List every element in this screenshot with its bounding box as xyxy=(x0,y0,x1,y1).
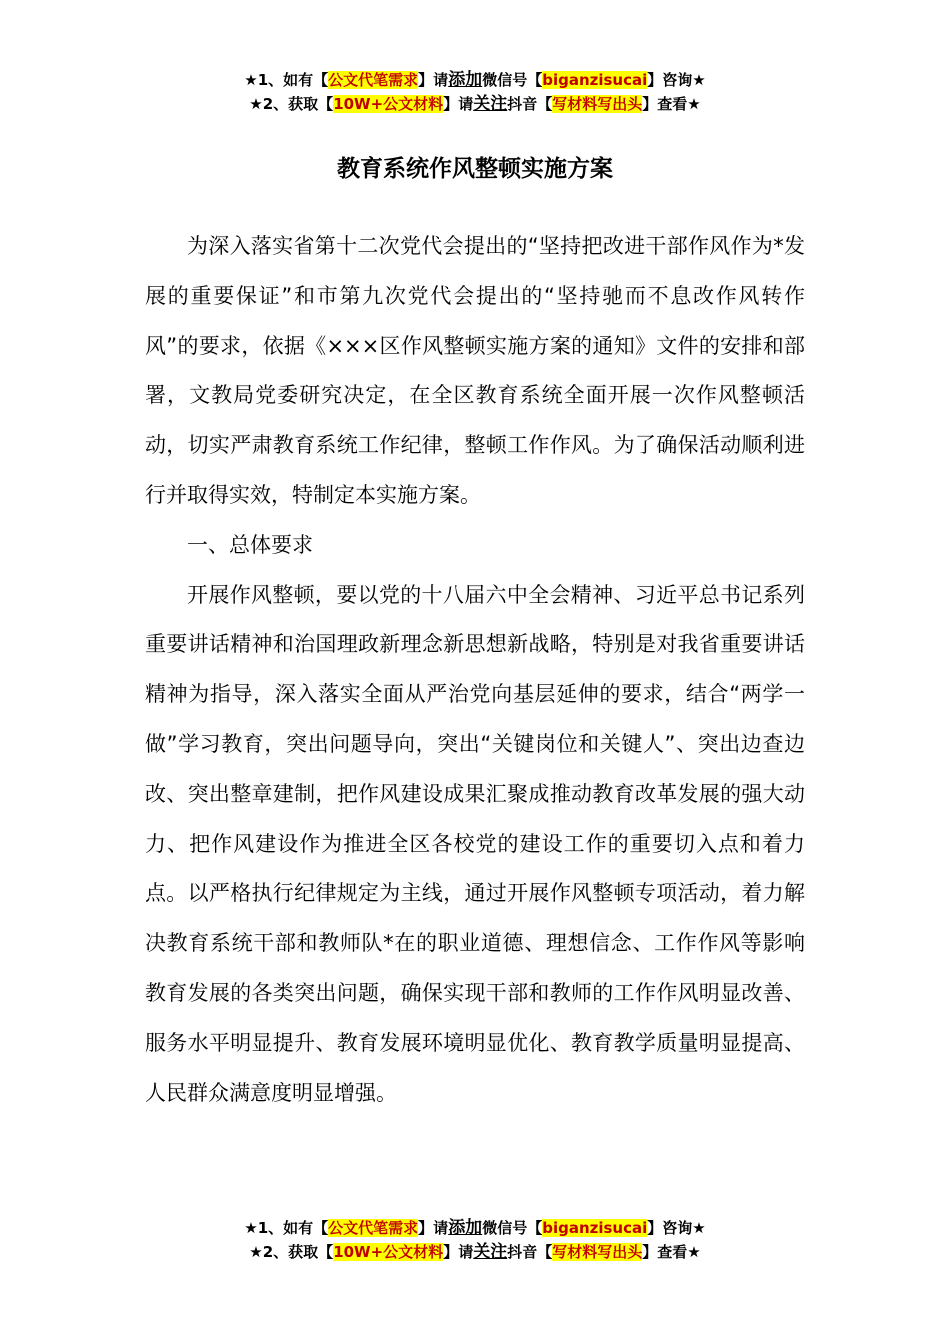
ad-underline: 添加 xyxy=(448,70,483,90)
header-ad-line-1 xyxy=(0,68,950,92)
ad-highlight: biganzisucai xyxy=(542,1219,648,1237)
ad-text: ★2、获取【 xyxy=(249,95,334,113)
ad-highlight: 写材料写出头 xyxy=(552,95,643,113)
ad-text: 】请 xyxy=(418,71,449,89)
footer-ad-line-1 xyxy=(0,1216,950,1240)
ad-highlight: 公文代笔需求 xyxy=(328,1219,419,1237)
paragraph-general-requirements: 开展作风整顿，要以党的十八届六中全会精神、习近平总书记系列重要讲话精神和治国理政新理念新思想新战略，特别是对我省重要讲话精神为指导，深入落实全面从严治党向基层延伸的要求，结合“两学一做”学习教育，突出问题导向，突出“关键岗位和关键人”、突出边查边改、突出整章建制，把作风建设成果汇聚成推动教育改革发展的强大动力、把作风建设作为推进全区各校党的建设工作的重要切入点和着力点。以严格执行纪律规定为主线，通过开展作风整顿专项活动，着力解决教育系统干部和教师队*在的职业道德、理想信念、工作作风等影响教育发展的各类突出问题，确保实现干部和教师的工作作风明显改善、服务水平明显提升、教育发展环境明显优化、教育教学质量明显提高、人民群众满意度明显增强。 xyxy=(145,582,805,1105)
ad-highlight: 10W+公文材料 xyxy=(333,1243,444,1261)
ad-text: 】请 xyxy=(418,1219,449,1237)
ad-text: ★1、如有【 xyxy=(244,1219,329,1237)
ad-text: 抖音【 xyxy=(507,1243,553,1261)
ad-text: ★1、如有【 xyxy=(244,71,329,89)
footer-ad-line-2 xyxy=(0,1240,950,1264)
ad-text: 】咨询★ xyxy=(647,71,706,89)
header-ad xyxy=(0,68,950,116)
ad-text: 微信号【 xyxy=(482,71,543,89)
header-ad-line-2 xyxy=(0,92,950,116)
ad-text: 】查看★ xyxy=(642,1243,701,1261)
ad-text: ★2、获取【 xyxy=(249,1243,334,1261)
ad-text: 】请 xyxy=(443,95,474,113)
ad-underline: 关注 xyxy=(473,1242,508,1262)
ad-highlight: 10W+公文材料 xyxy=(333,95,444,113)
section-heading: 一、总体要求 xyxy=(187,532,313,557)
document-body xyxy=(145,222,805,1118)
ad-text: 微信号【 xyxy=(482,1219,543,1237)
footer-ad xyxy=(0,1216,950,1264)
paragraph-intro: 为深入落实省第十二次党代会提出的“坚持把改进干部作风作为*发展的重要保证”和市第九次党代会提出的“坚持驰而不息改作风转作风”的要求，依据《×××区作风整顿实施方案的通知》文件的安排和部署，文教局党委研究决定，在全区教育系统全面开展一次作风整顿活动，切实严肃教育系统工作纪律，整顿工作作风。为了确保活动顺利进行并取得实效，特制定本实施方案。 xyxy=(145,234,805,507)
document-title: 教育系统作风整顿实施方案 xyxy=(337,156,613,182)
ad-highlight: 公文代笔需求 xyxy=(328,71,419,89)
ad-text: 】咨询★ xyxy=(647,1219,706,1237)
ad-highlight: 写材料写出头 xyxy=(552,1243,643,1261)
ad-text: 抖音【 xyxy=(507,95,553,113)
ad-underline: 关注 xyxy=(473,94,508,114)
ad-text: 】请 xyxy=(443,1243,474,1261)
ad-highlight: biganzisucai xyxy=(542,71,648,89)
ad-underline: 添加 xyxy=(448,1218,483,1238)
ad-text: 】查看★ xyxy=(642,95,701,113)
